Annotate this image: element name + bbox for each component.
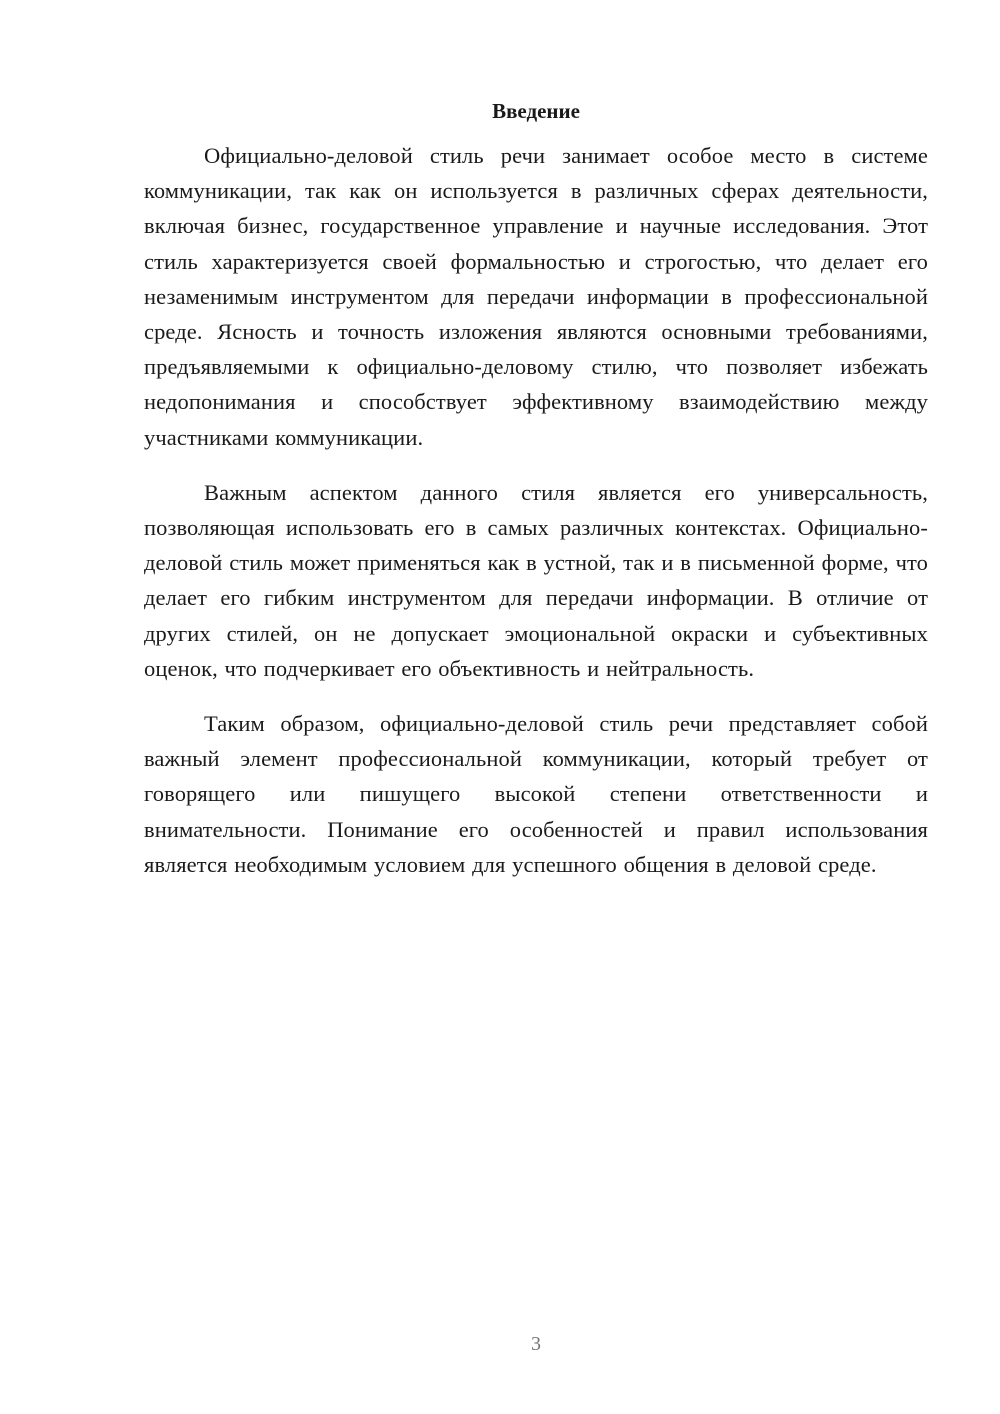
section-heading: Введение (492, 99, 580, 123)
paragraph-1: Официально-деловой стиль речи занимает особое место в системе коммуникации, так как он используется в различных сферах деятельности, включая бизнес, государственное управление и научные исследования. Этот стиль характеризуется своей формальностью и строгостью, что делает его незаменимым инструментом для передачи информации в профессиональной среде. Ясность и точность изложения являются основными требованиями, предъявляемыми к официально-деловому стилю, что позволяет избежать недопонимания и способствует эффективному взаимодействию между участниками коммуникации. (144, 143, 928, 450)
document-body (144, 96, 928, 902)
page-number: 3 (531, 1333, 541, 1355)
paragraph-2: Важным аспектом данного стиля является его универсальность, позволяющая использовать его в самых различных контекстах. Официально-деловой стиль может применяться как в устной, так и в письменной форме, что делает его гибким инструментом для передачи информации. В отличие от других стилей, он не допускает эмоциональной окраски и субъективных оценок, что подчеркивает его объективность и нейтральность. (144, 479, 928, 681)
paragraph-3: Таким образом, официально-деловой стиль речи представляет собой важный элемент профессиональной коммуникации, который требует от говорящего или пишущего высокой степени ответственности и внимательности. Понимание его особенностей и правил использования является необходимым условием для успешного общения в деловой среде. (144, 711, 928, 877)
